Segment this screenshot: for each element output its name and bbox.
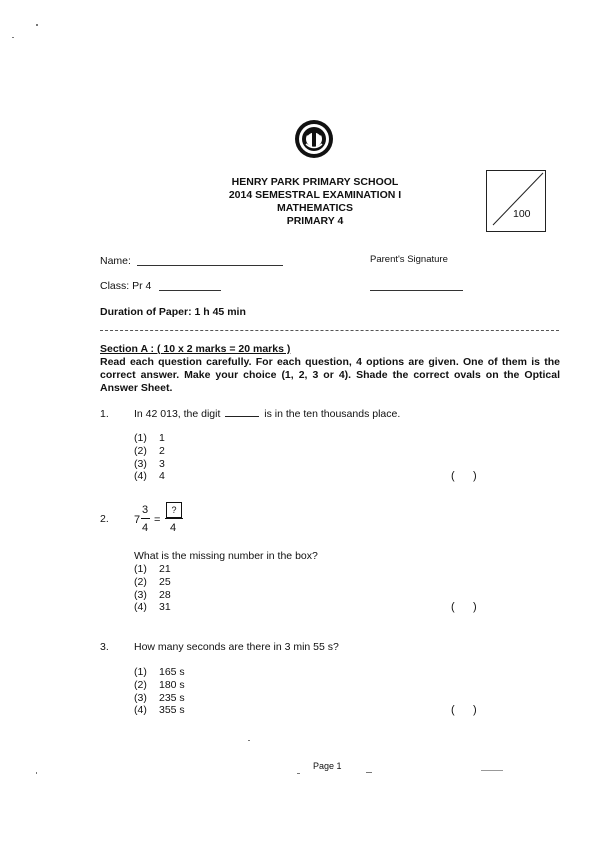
option: (4) 4 bbox=[134, 470, 165, 483]
question-2-options bbox=[134, 563, 171, 614]
name-field[interactable] bbox=[137, 265, 283, 266]
level-title: PRIMARY 4 bbox=[286, 215, 344, 227]
school-name: HENRY PARK PRIMARY SCHOOL bbox=[231, 176, 399, 188]
equals-sign: = bbox=[154, 514, 161, 526]
question-2-expression bbox=[134, 504, 194, 538]
option: (3) 28 bbox=[134, 588, 171, 601]
score-box-diagonal bbox=[487, 171, 545, 231]
score-total: 100 bbox=[513, 208, 531, 220]
fraction-bar bbox=[141, 518, 150, 519]
section-title: Section A : ( 10 x 2 marks = 20 marks ) bbox=[100, 343, 291, 355]
option: (3) 235 s bbox=[134, 691, 185, 704]
question-3-options bbox=[134, 666, 185, 717]
question-3-text: How many seconds are there in 3 min 55 s? bbox=[134, 641, 339, 653]
question-3-answer-bracket[interactable]: ( ) bbox=[451, 704, 477, 716]
question-1-text-after: is in the ten thousands place. bbox=[264, 408, 401, 420]
parent-signature-label: Parent's Signature bbox=[370, 254, 448, 265]
option: (2) 2 bbox=[134, 444, 165, 457]
scan-speck bbox=[36, 24, 38, 26]
scan-speck bbox=[248, 740, 250, 741]
question-1-blank bbox=[225, 416, 259, 417]
subject-title: MATHEMATICS bbox=[276, 202, 354, 214]
option: (1) 1 bbox=[134, 432, 165, 444]
score-box[interactable] bbox=[486, 170, 546, 232]
school-crest-logo bbox=[294, 118, 334, 160]
option: (2) 180 s bbox=[134, 678, 185, 691]
scan-speck bbox=[36, 772, 37, 774]
option: (1) 165 s bbox=[134, 666, 185, 678]
fraction-denominator: 4 bbox=[142, 522, 149, 534]
missing-number-box: ? bbox=[166, 502, 182, 518]
exam-title: 2014 SEMESTRAL EXAMINATION I bbox=[228, 189, 402, 201]
option: (4) 31 bbox=[134, 601, 171, 614]
mixed-number-whole: 7 bbox=[134, 514, 141, 526]
divider bbox=[100, 330, 559, 331]
class-field[interactable] bbox=[159, 290, 221, 291]
page-number: Page 1 bbox=[313, 761, 342, 771]
section-a bbox=[100, 343, 560, 395]
question-2-answer-bracket[interactable]: ( ) bbox=[451, 601, 477, 613]
question-1-text-before: In 42 013, the digit bbox=[134, 408, 221, 420]
question-1-text bbox=[134, 408, 400, 420]
question-1-options bbox=[134, 432, 165, 483]
duration-text: Duration of Paper: 1 h 45 min bbox=[100, 306, 246, 318]
scan-speck bbox=[297, 773, 300, 774]
option: (4) 355 s bbox=[134, 704, 185, 717]
option: (2) 25 bbox=[134, 575, 171, 588]
class-label: Class: Pr 4 bbox=[100, 280, 152, 292]
question-1-number: 1. bbox=[100, 408, 109, 420]
fraction-numerator: 3 bbox=[142, 504, 149, 516]
question-1-answer-bracket[interactable]: ( ) bbox=[451, 470, 477, 482]
scan-speck bbox=[12, 37, 14, 38]
scan-speck bbox=[366, 772, 372, 773]
name-label: Name: bbox=[100, 255, 131, 267]
question-2-text: What is the missing number in the box? bbox=[134, 550, 318, 562]
fraction-denominator-2: 4 bbox=[170, 522, 177, 534]
parent-signature-field[interactable] bbox=[370, 290, 463, 291]
option: (3) 3 bbox=[134, 457, 165, 470]
fraction-bar-2 bbox=[165, 518, 183, 519]
scan-speck bbox=[481, 770, 503, 771]
section-instructions: Read each question carefully. For each question, 4 options are given. One of them is the correct answer. Make your choice (1, 2, 3 or 4). Shade the correct ovals on the Optical Answer Sheet. bbox=[100, 356, 560, 394]
question-3-number: 3. bbox=[100, 641, 109, 653]
option: (1) 21 bbox=[134, 563, 171, 575]
question-2-number: 2. bbox=[100, 513, 109, 525]
